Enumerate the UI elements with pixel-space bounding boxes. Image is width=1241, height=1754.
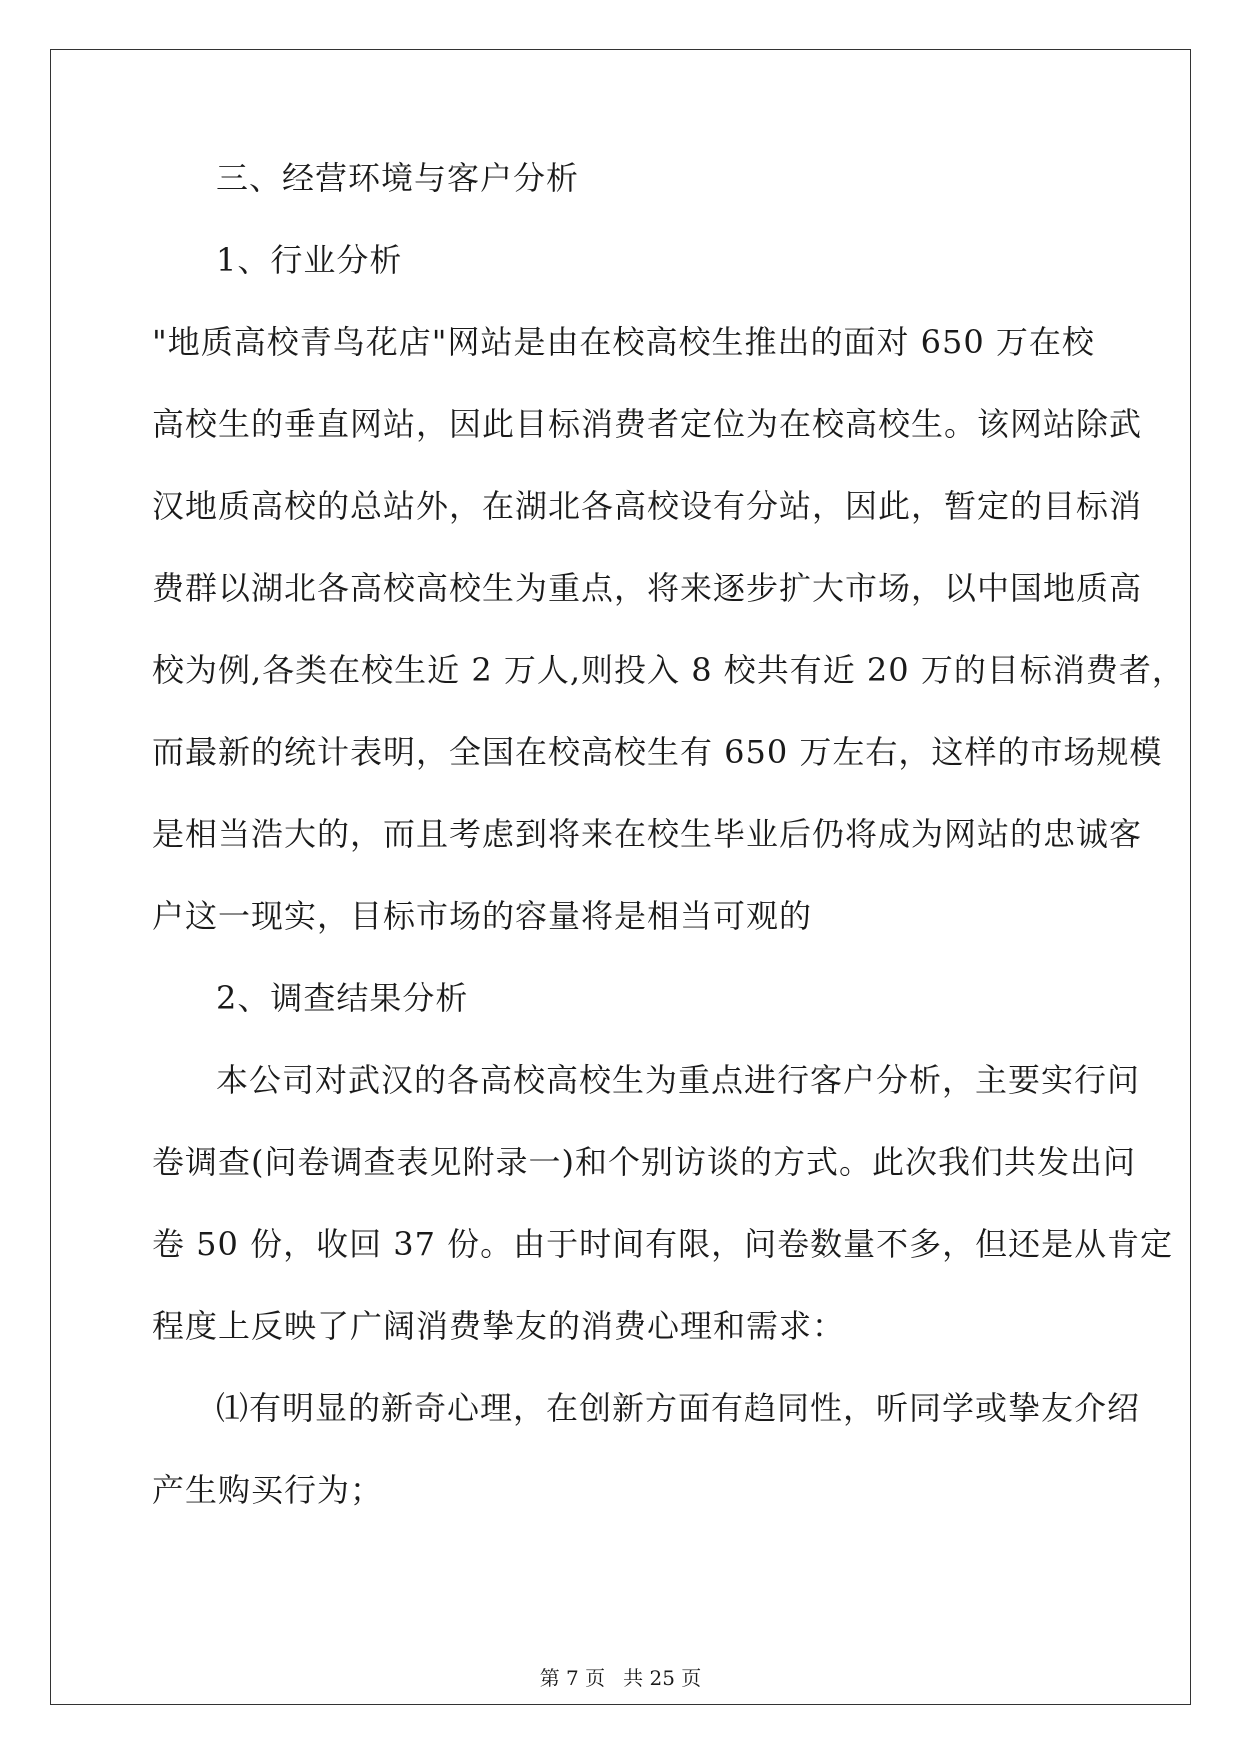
paragraph-line: 户这一现实，目标市场的容量将是相当可观的 — [152, 897, 813, 935]
paragraph-line: 而最新的统计表明，全国在校高校生有 650 万左右，这样的市场规模 — [152, 733, 1163, 771]
page-footer — [0, 1666, 1241, 1690]
list-item-line: ⑴有明显的新奇心理，在创新方面有趋同性，听同学或挚友介绍 — [216, 1389, 1141, 1427]
page-total: 共 25 页 — [623, 1666, 702, 1690]
paragraph-line: 费群以湖北各高校高校生为重点，将来逐步扩大市场，以中国地质高 — [152, 569, 1143, 607]
paragraph-line: 卷 50 份，收回 37 份。由于时间有限，问卷数量不多，但还是从肯定 — [152, 1225, 1174, 1263]
document-body — [152, 159, 1185, 1554]
paragraph-line: 汉地质高校的总站外，在湖北各高校设有分站，因此，暂定的目标消 — [152, 487, 1143, 525]
paragraph-line: 高校生的垂直网站，因此目标消费者定位为在校高校生。该网站除武 — [152, 405, 1143, 443]
subsection-heading: 1、行业分析 — [216, 241, 403, 279]
paragraph-line: 本公司对武汉的各高校高校生为重点进行客户分析，主要实行问 — [216, 1061, 1141, 1099]
paragraph-line: 校为例,各类在校生近 2 万人,则投入 8 校共有近 20 万的目标消费者， — [152, 651, 1185, 689]
paragraph-line: 程度上反映了广阔消费挚友的消费心理和需求： — [152, 1307, 846, 1345]
page-number: 第 7 页 — [539, 1666, 606, 1690]
paragraph-line: "地质高校青鸟花店"网站是由在校高校生推出的面对 650 万在校 — [152, 323, 1095, 361]
paragraph-line: 是相当浩大的，而且考虑到将来在校生毕业后仍将成为网站的忠诚客 — [152, 815, 1143, 853]
paragraph-line: 卷调查(问卷调查表见附录一)和个别访谈的方式。此次我们共发出问 — [152, 1143, 1136, 1181]
section-heading: 三、经营环境与客户分析 — [216, 159, 580, 197]
subsection-heading: 2、调查结果分析 — [216, 979, 469, 1017]
list-item-line: 产生购买行为； — [152, 1471, 384, 1509]
